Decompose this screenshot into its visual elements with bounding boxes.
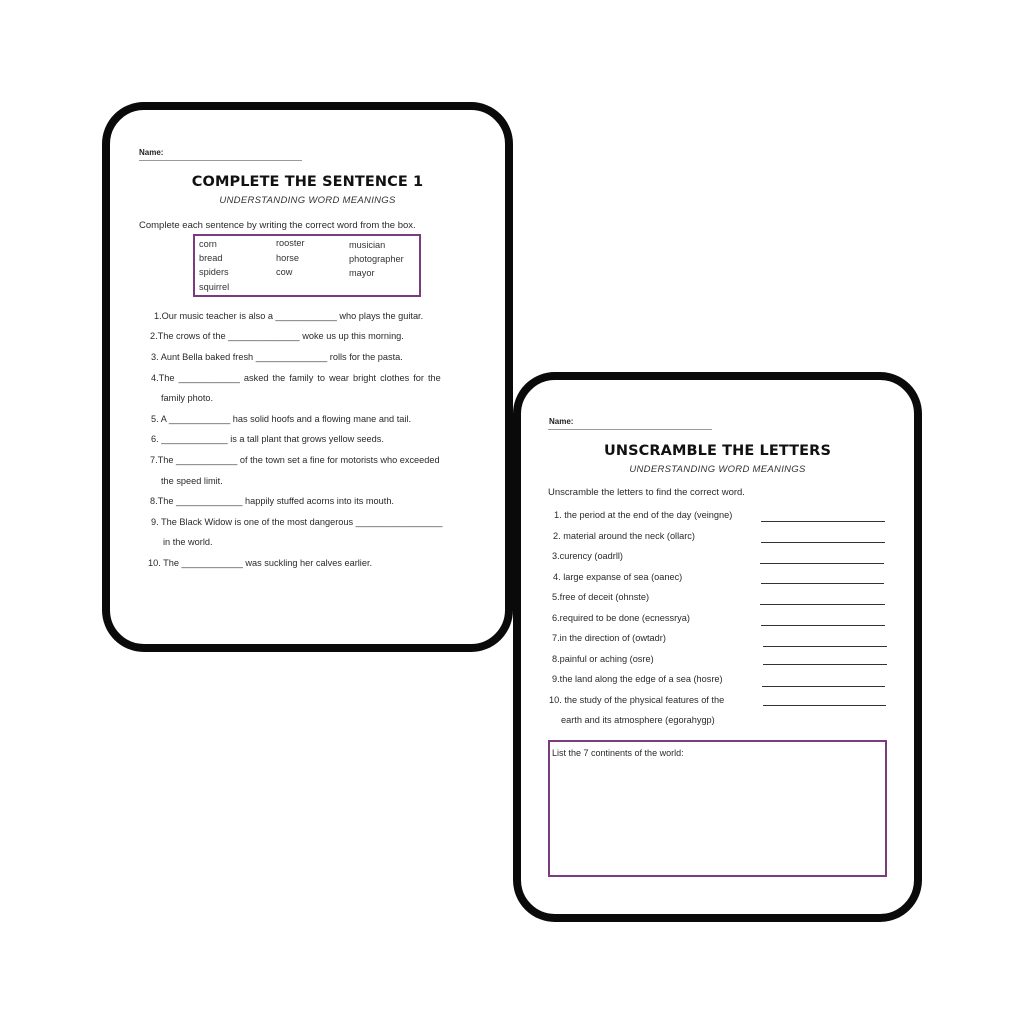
unscramble-item-10-cont: earth and its atmosphere (egorahygp): [561, 715, 715, 725]
question-7: 7.The ____________ of the town set a fine for motorists who exceeded: [150, 455, 440, 465]
word-bank-item: squirrel: [199, 282, 230, 292]
question-4-cont: family photo.: [161, 393, 214, 403]
page-title: COMPLETE THE SENTENCE 1: [191, 174, 424, 190]
question-7-cont: the speed limit.: [161, 476, 223, 486]
unscramble-item-9: 9.the land along the edge of a sea (hosre): [552, 674, 723, 684]
answer-line-8[interactable]: [763, 664, 887, 665]
word-bank-item: mayor: [349, 268, 375, 278]
question-9: 9. The Black Widow is one of the most dangerous _________________: [151, 517, 443, 527]
word-bank-item: rooster: [276, 238, 305, 248]
word-bank-item: photographer: [349, 254, 404, 264]
word-bank-item: spiders: [199, 267, 229, 277]
word-bank-item: cow: [276, 267, 293, 277]
question-4: 4.The ____________ asked the family to wear bright clothes for the: [151, 373, 441, 383]
page-subtitle: UNDERSTANDING WORD MEANINGS: [629, 464, 806, 475]
unscramble-item-8: 8.painful or aching (osre): [552, 654, 654, 664]
unscramble-item-3: 3.curency (oadrll): [552, 551, 623, 561]
answer-line-4[interactable]: [761, 583, 884, 584]
unscramble-item-10: 10. the study of the physical features of the: [549, 695, 725, 705]
continents-answer-box[interactable]: [548, 740, 887, 877]
answer-line-3[interactable]: [760, 563, 884, 564]
answer-line-5[interactable]: [760, 604, 885, 605]
name-label: Name:: [549, 417, 574, 426]
answer-line-7[interactable]: [763, 646, 887, 647]
answer-line-2[interactable]: [761, 542, 885, 543]
page-subtitle: UNDERSTANDING WORD MEANINGS: [219, 195, 396, 206]
question-1: 1.Our music teacher is also a ____________ who plays the guitar.: [154, 311, 424, 321]
name-field-line[interactable]: [548, 429, 712, 430]
word-bank-item: bread: [199, 253, 223, 263]
question-3: 3. Aunt Bella baked fresh ______________ rolls for the pasta.: [151, 352, 403, 362]
word-bank-item: horse: [276, 253, 299, 263]
unscramble-item-5: 5.free of deceit (ohnste): [552, 592, 650, 602]
instructions: Unscramble the letters to find the correct word.: [548, 487, 745, 498]
question-9-cont: in the world.: [163, 537, 213, 547]
unscramble-item-6: 6.required to be done (ecnessrya): [552, 613, 690, 623]
question-8: 8.The _____________ happily stuffed acorns into its mouth.: [150, 496, 394, 506]
unscramble-item-7: 7.in the direction of (owtadr): [552, 633, 666, 643]
word-bank-item: musician: [349, 240, 386, 250]
continents-prompt: List the 7 continents of the world:: [552, 748, 684, 758]
instructions: Complete each sentence by writing the correct word from the box.: [139, 220, 416, 231]
page-title: UNSCRAMBLE THE LETTERS: [603, 443, 831, 459]
word-bank-item: corn: [199, 239, 217, 249]
answer-line-1[interactable]: [761, 521, 885, 522]
name-label: Name:: [139, 148, 164, 157]
question-2: 2.The crows of the ______________ woke us up this morning.: [150, 331, 404, 341]
unscramble-item-1: 1. the period at the end of the day (veingne): [554, 510, 733, 520]
answer-line-10[interactable]: [763, 705, 886, 706]
name-field-line[interactable]: [139, 160, 302, 161]
unscramble-item-2: 2. material around the neck (ollarc): [553, 531, 695, 541]
question-5: 5. A ____________ has solid hoofs and a flowing mane and tail.: [151, 414, 411, 424]
unscramble-item-4: 4. large expanse of sea (oanec): [553, 572, 683, 582]
answer-line-6[interactable]: [761, 625, 885, 626]
question-10: 10. The ____________ was suckling her calves earlier.: [148, 558, 373, 568]
question-6: 6. _____________ is a tall plant that grows yellow seeds.: [151, 434, 384, 444]
answer-line-9[interactable]: [762, 686, 885, 687]
